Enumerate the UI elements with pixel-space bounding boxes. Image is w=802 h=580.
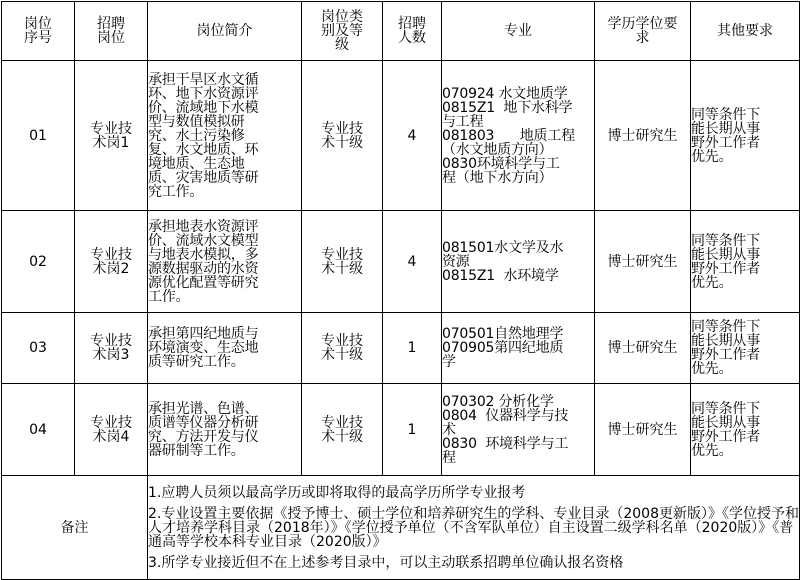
header-post-line: 岗位 — [97, 30, 125, 46]
row-major-line: 0830环境科学与工 — [442, 155, 560, 172]
row-intro-line: 价、流域地下水模 — [148, 99, 259, 116]
row-seq: 04 — [2, 384, 75, 476]
row-post-line: 术岗2 — [92, 260, 130, 277]
row-major-line: 术 — [442, 421, 456, 438]
row-post — [75, 384, 148, 476]
table-body — [2, 2, 800, 580]
row-seq: 02 — [2, 211, 75, 313]
header-post — [75, 2, 148, 61]
row-major-line: 0804 仪器科学与技 — [442, 407, 569, 424]
row-level-line: 专业技 — [321, 246, 363, 263]
note-item: 2.专业设置主要依据《授予博士、硕士学位和培养研究生的学科、专业目录（2008更新版）》《学位授予和人才培养学科目录（2018年）》《学位授予单位（不含军队单位）自主设置二级学科名单（2020版）》《普通高等学校本科专业目录（2020版）》 — [148, 506, 799, 550]
row-intro-line: 承担地表水资源评 — [148, 218, 259, 235]
row-post — [75, 61, 148, 211]
row-other-line: 优先。 — [691, 442, 733, 459]
row-intro-line: 承担光谱、色谱、 — [148, 400, 259, 417]
table-row — [2, 61, 800, 211]
row-major — [442, 61, 595, 211]
row-post — [75, 313, 148, 384]
header-seq-line: 序号 — [24, 30, 52, 46]
row-intro-line: 环、地下水资源评 — [148, 85, 259, 102]
row-intro — [148, 61, 302, 211]
row-level-line: 专业技 — [321, 120, 363, 137]
row-intro-line: 质谱等仪器分析研 — [148, 414, 259, 431]
row-intro-line: 究、水土污染修 — [148, 127, 245, 144]
row-intro-line: 型与数值模拟研 — [148, 113, 245, 130]
row-degree: 博士研究生 — [595, 61, 691, 211]
row-major-line: 程（地下水方向） — [442, 169, 553, 186]
row-post-line: 术岗3 — [92, 347, 130, 363]
note-item: 1.应聘人员须以最高学历或即将取得的最高学历所学专业报考 — [148, 485, 526, 501]
row-intro — [148, 211, 302, 313]
row-intro-line: 工作。 — [148, 288, 190, 305]
row-intro-line: 价、流域水文模型 — [148, 232, 259, 249]
row-post-line: 专业技 — [90, 246, 132, 263]
row-other-line: 能长期从事 — [691, 414, 760, 431]
row-major-line: 070302 分析化学 — [442, 393, 554, 410]
header-count — [383, 2, 442, 61]
header-major — [442, 2, 595, 61]
row-major-line: （水文地质方向） — [442, 141, 553, 158]
header-post-line: 招聘 — [97, 16, 125, 32]
row-major — [442, 313, 595, 384]
row-count: 4 — [383, 211, 442, 313]
row-other-line: 能长期从事 — [691, 246, 760, 263]
notes-row — [2, 476, 800, 580]
row-intro-line: 承担干旱区水文循 — [148, 71, 259, 88]
row-major-line: 0815Z1 水环境学 — [442, 267, 559, 284]
row-major-line: 0830 环境科学与工 — [442, 435, 569, 452]
row-other — [691, 313, 800, 384]
header-major-line: 专业 — [504, 23, 532, 39]
row-intro-line: 器研制等工作。 — [148, 442, 245, 459]
row-post-line: 术岗1 — [92, 134, 130, 151]
row-intro-line: 质等研究工作。 — [148, 354, 245, 370]
note-item: 3.所学专业接近但不在上述参考目录中，可以主动联系招聘单位确认报名资格 — [148, 555, 624, 571]
row-major-line: 0815Z1 地下水科学 — [442, 99, 573, 116]
table-row — [2, 384, 800, 476]
row-intro — [148, 384, 302, 476]
row-post-line: 专业技 — [90, 333, 132, 349]
row-major-line: 与工程 — [442, 113, 484, 130]
row-level — [302, 384, 383, 476]
row-other-line: 同等条件下 — [691, 106, 760, 123]
header-level-line: 岗位类 — [321, 9, 363, 25]
row-major — [442, 211, 595, 313]
header-seq — [2, 2, 75, 61]
row-other-line: 野外工作者 — [691, 347, 760, 363]
row-post-line: 专业技 — [90, 120, 132, 137]
header-other-line: 其他要求 — [717, 23, 773, 39]
row-level — [302, 211, 383, 313]
notes-label: 备注 — [2, 476, 148, 580]
row-other-line: 能长期从事 — [691, 333, 760, 349]
row-degree: 博士研究生 — [595, 384, 691, 476]
row-intro-line: 环境演变、生态地 — [148, 340, 259, 356]
row-other-line: 同等条件下 — [691, 232, 760, 249]
row-intro-line: 质、灾害地质等研 — [148, 169, 259, 186]
row-degree: 博士研究生 — [595, 211, 691, 313]
row-count: 1 — [383, 384, 442, 476]
row-intro-line: 源优化配置等研究 — [148, 274, 259, 291]
row-intro-line: 究、方法开发与仪 — [148, 428, 259, 445]
row-intro-line: 境地质、生态地 — [148, 155, 245, 172]
header-seq-line: 岗位 — [24, 16, 52, 32]
row-other — [691, 61, 800, 211]
row-major — [442, 384, 595, 476]
row-other-line: 能长期从事 — [691, 120, 760, 137]
row-other-line: 同等条件下 — [691, 400, 760, 417]
row-intro-line: 源数据驱动的水资 — [148, 260, 259, 277]
header-row — [2, 2, 800, 61]
header-level-line: 别及等 — [321, 23, 363, 39]
row-other — [691, 211, 800, 313]
row-level-line: 术十级 — [321, 347, 363, 363]
header-count-line: 招聘 — [398, 16, 426, 32]
row-level-line: 术十级 — [321, 134, 363, 151]
row-post-line: 术岗4 — [92, 428, 130, 445]
header-level — [302, 2, 383, 61]
row-post-line: 专业技 — [90, 414, 132, 431]
notes-content — [148, 476, 800, 580]
header-degree-line: 学历学位要 — [607, 16, 678, 32]
row-other-line: 野外工作者 — [691, 134, 760, 151]
row-degree: 博士研究生 — [595, 313, 691, 384]
row-other — [691, 384, 800, 476]
row-other-line: 野外工作者 — [691, 428, 760, 445]
row-other-line: 优先。 — [691, 361, 733, 377]
row-level-line: 术十级 — [321, 260, 363, 277]
header-intro-line: 岗位简介 — [196, 23, 253, 39]
row-major-line: 070501自然地理学 — [442, 326, 564, 342]
row-level — [302, 313, 383, 384]
header-count-line: 人数 — [398, 30, 426, 46]
row-major-line: 学 — [442, 354, 456, 370]
recruitment-table — [1, 1, 800, 580]
row-other-line: 优先。 — [691, 274, 733, 291]
row-major-line: 070905第四纪地质 — [442, 340, 564, 356]
header-degree — [595, 2, 691, 61]
table-row — [2, 313, 800, 384]
header-degree-line: 求 — [635, 30, 650, 46]
row-count: 4 — [383, 61, 442, 211]
header-intro — [148, 2, 302, 61]
row-intro — [148, 313, 302, 384]
table-row — [2, 211, 800, 313]
row-level-line: 专业技 — [321, 333, 363, 349]
row-level — [302, 61, 383, 211]
row-seq: 03 — [2, 313, 75, 384]
row-seq: 01 — [2, 61, 75, 211]
row-major-line: 081501水文学及水 — [442, 239, 564, 256]
row-level-line: 专业技 — [321, 414, 363, 431]
row-major-line: 081803 地质工程 — [442, 127, 575, 144]
row-intro-line: 与地表水模拟，多 — [148, 246, 259, 263]
row-intro-line: 承担第四纪地质与 — [148, 326, 259, 342]
row-major-line: 资源 — [442, 253, 470, 270]
row-post — [75, 211, 148, 313]
row-intro-line: 究工作。 — [148, 183, 204, 200]
row-other-line: 优先。 — [691, 148, 733, 165]
header-level-line: 级 — [335, 37, 349, 53]
row-major-line: 程 — [442, 449, 456, 466]
row-other-line: 野外工作者 — [691, 260, 760, 277]
row-intro-line: 复、水文地质、环 — [148, 141, 259, 158]
header-other — [691, 2, 800, 61]
row-other-line: 同等条件下 — [691, 319, 760, 335]
row-level-line: 术十级 — [321, 428, 363, 445]
row-major-line: 070924 水文地质学 — [442, 85, 568, 102]
row-count: 1 — [383, 313, 442, 384]
